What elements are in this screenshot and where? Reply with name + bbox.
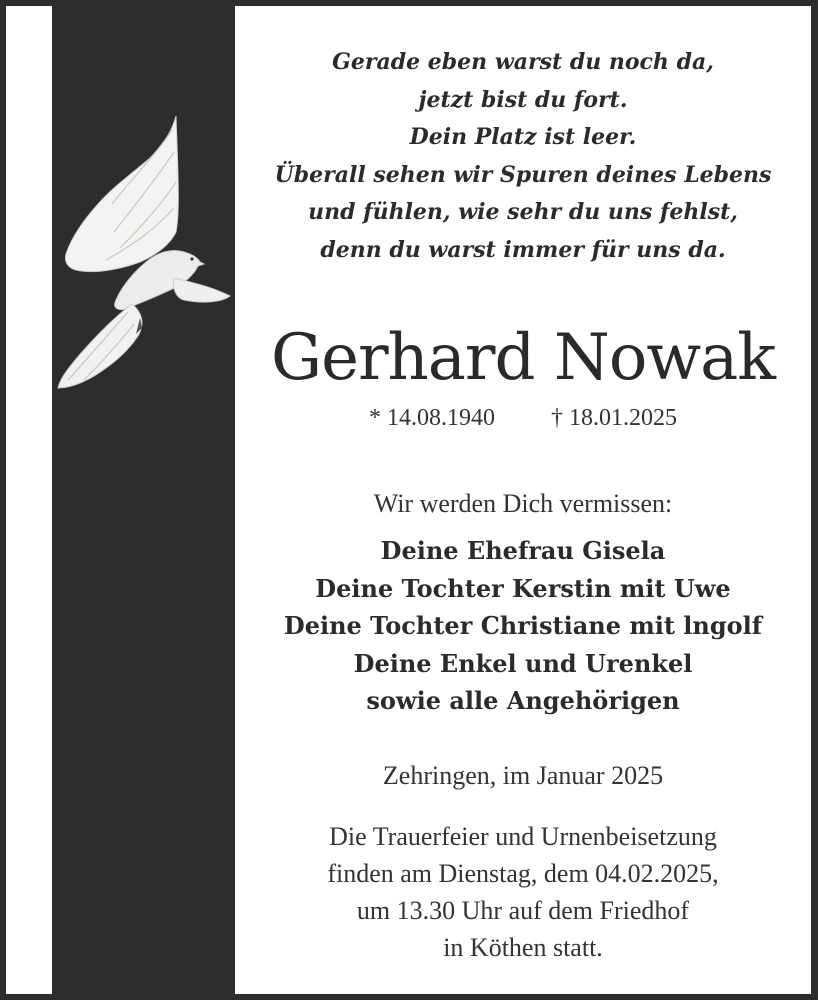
poem-line: und fühlen, wie sehr du uns fehlst, bbox=[308, 199, 738, 225]
life-dates bbox=[235, 398, 811, 438]
left-margin bbox=[6, 6, 52, 994]
mourner-line: Deine Tochter Kerstin mit Uwe bbox=[315, 573, 731, 603]
service-line: finden am Dienstag, dem 04.02.2025, bbox=[327, 859, 719, 888]
service-line: Die Trauerfeier und Urnenbeisetzung bbox=[329, 822, 717, 851]
mourners-intro: Wir werden Dich vermissen: bbox=[373, 489, 673, 518]
poem-line: Gerade eben warst du noch da, bbox=[332, 49, 714, 75]
service-info bbox=[235, 818, 811, 966]
birth-date: * 14.08.1940 bbox=[369, 405, 495, 431]
deceased-name: Gerhard Nowak bbox=[270, 321, 776, 395]
mourner-line: sowie alle Angehörigen bbox=[366, 686, 680, 715]
mourner-line: Deine Tochter Christiane mit lngolf bbox=[283, 611, 763, 640]
poem-line: denn du warst immer für uns da. bbox=[320, 236, 726, 263]
mourners-list bbox=[235, 532, 811, 720]
service-line: um 13.30 Uhr auf dem Friedhof bbox=[356, 896, 690, 925]
poem-line: Dein Platz ist leer. bbox=[409, 124, 637, 150]
place-and-date: Zehringen, im Januar 2025 bbox=[382, 761, 664, 790]
poem-line: jetzt bist du fort. bbox=[418, 86, 628, 113]
dove-icon bbox=[54, 112, 234, 392]
mourner-line: Deine Ehefrau Gisela bbox=[380, 536, 666, 565]
service-line: in Köthen statt. bbox=[443, 933, 603, 962]
obituary-panel bbox=[235, 6, 811, 994]
poem-line: Überall sehen wir Spuren deines Lebens bbox=[274, 161, 772, 188]
death-date: † 18.01.2025 bbox=[551, 405, 677, 431]
poem bbox=[235, 44, 811, 269]
mourner-line: Deine Enkel und Urenkel bbox=[353, 648, 693, 678]
